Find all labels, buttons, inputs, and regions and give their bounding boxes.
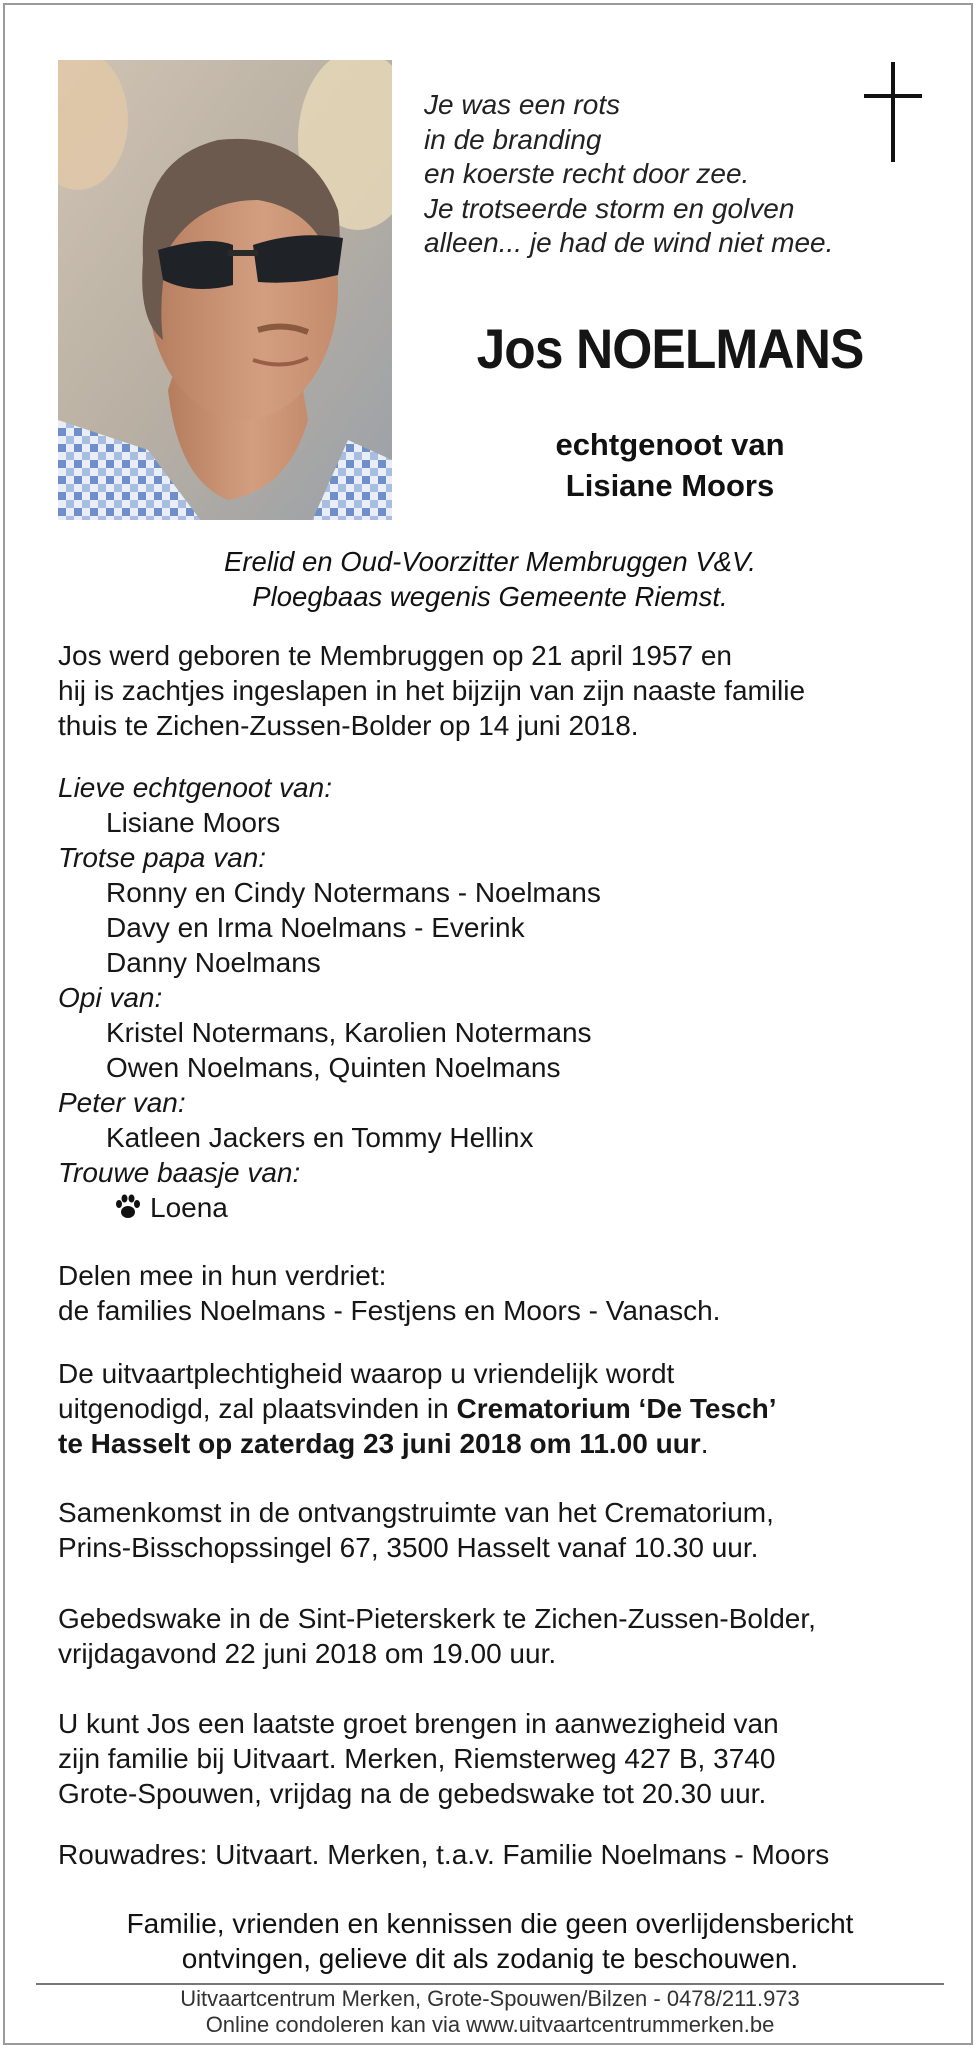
text-line: Prins-Bisschopssingel 67, 3500 Hasselt vanaf 10.30 uur.	[58, 1532, 759, 1563]
text-line: hij is zachtjes ingeslapen in het bijzijn van zijn naaste familie	[58, 675, 806, 706]
text-line: Grote-Spouwen, vrijdag na de gebedswake tot 20.30 uur.	[58, 1778, 767, 1809]
footer-line: Uitvaartcentrum Merken, Grote-Spouwen/Bilzen - 0478/211.973	[180, 1986, 800, 2011]
family-list	[58, 770, 958, 1225]
mourning-address	[58, 1837, 958, 1872]
honor-line: Erelid en Oud-Voorzitter Membruggen V&V.	[224, 546, 756, 577]
family-member: Owen Noelmans, Quinten Noelmans	[106, 1052, 561, 1083]
gathering-paragraph	[58, 1495, 958, 1565]
family-member: Katleen Jackers en Tommy Hellinx	[106, 1122, 534, 1153]
vigil-paragraph	[58, 1601, 958, 1671]
text-line: zijn familie bij Uitvaart. Merken, Riemsterweg 427 B, 3740	[58, 1743, 776, 1774]
text-segment: .	[700, 1428, 709, 1459]
text-line: ontvingen, gelieve dit als zodanig te beschouwen.	[181, 1943, 799, 1974]
text-line: Gebedswake in de Sint-Pieterskerk te Zichen-Zussen-Bolder,	[58, 1603, 816, 1634]
text-line: Delen mee in hun verdriet:	[58, 1260, 387, 1291]
pet-line	[58, 1190, 958, 1225]
footer-line: Online condoleren kan via www.uitvaartcentrummerken.be	[205, 2012, 775, 2037]
family-heading: Trouwe baasje van:	[58, 1157, 301, 1188]
honors	[40, 544, 940, 614]
farewell-paragraph	[58, 1706, 958, 1811]
poem-line: alleen... je had de wind niet mee.	[424, 227, 834, 259]
text-line: Jos werd geboren te Membruggen op 21 april 1957 en	[58, 640, 732, 671]
family-heading: Trotse papa van:	[58, 842, 267, 873]
poem-line: Je was een rots	[424, 89, 621, 120]
text-line: thuis te Zichen-Zussen-Bolder op 14 juni 2018.	[58, 710, 639, 741]
text-line: de families Noelmans - Festjens en Moors - Vanasch.	[58, 1295, 721, 1326]
text-line	[58, 1426, 958, 1461]
family-member: Danny Noelmans	[106, 947, 321, 978]
spouse-name: Lisiane Moors	[565, 468, 775, 503]
honor-line: Ploegbaas wegenis Gemeente Riemst.	[252, 581, 728, 612]
family-member: Lisiane Moors	[106, 807, 281, 838]
divider	[36, 1983, 944, 1985]
text-line: Samenkomst in de ontvangstruimte van het Crematorium,	[58, 1497, 774, 1528]
poem-line: Je trotseerde storm en golven	[424, 192, 795, 224]
footer	[40, 1986, 940, 2038]
pet-name: Loena	[150, 1192, 228, 1223]
spouse-block	[440, 424, 900, 506]
paw-icon	[114, 1194, 142, 1220]
text-line	[58, 1391, 958, 1426]
poem-line: in de branding	[424, 123, 602, 155]
share-paragraph	[58, 1258, 958, 1328]
poem-line: en koerste recht door zee.	[424, 158, 750, 190]
family-member: Ronny en Cindy Notermans - Noelmans	[106, 877, 601, 908]
poem	[424, 88, 944, 261]
family-heading: Opi van:	[58, 982, 163, 1013]
venue: Crematorium ‘De Tesch’	[456, 1393, 777, 1424]
text-line: U kunt Jos een laatste groet brengen in aanwezigheid van	[58, 1708, 779, 1739]
portrait-photo	[58, 60, 392, 520]
closing-note	[40, 1906, 940, 1976]
text-segment: uitgenodigd, zal plaatsvinden in	[58, 1393, 457, 1424]
text-line: De uitvaartplechtigheid waarop u vriendelijk wordt	[58, 1358, 675, 1389]
family-member: Kristel Notermans, Karolien Notermans	[106, 1017, 592, 1048]
spouse-label: echtgenoot van	[555, 427, 785, 462]
deceased-name: Jos NOELMANS	[476, 317, 864, 380]
birth-paragraph	[58, 638, 958, 743]
family-member: Davy en Irma Noelmans - Everink	[106, 912, 525, 943]
funeral-date: te Hasselt op zaterdag 23 juni 2018 om 11.00 uur	[58, 1428, 701, 1459]
text-line: vrijdagavond 22 juni 2018 om 19.00 uur.	[58, 1638, 557, 1669]
funeral-paragraph	[58, 1356, 958, 1461]
family-heading: Peter van:	[58, 1087, 186, 1118]
family-heading: Lieve echtgenoot van:	[58, 772, 332, 803]
text-line: Familie, vrienden en kennissen die geen overlijdensbericht	[126, 1908, 854, 1939]
text-line: Rouwadres: Uitvaart. Merken, t.a.v. Familie Noelmans - Moors	[58, 1839, 830, 1870]
